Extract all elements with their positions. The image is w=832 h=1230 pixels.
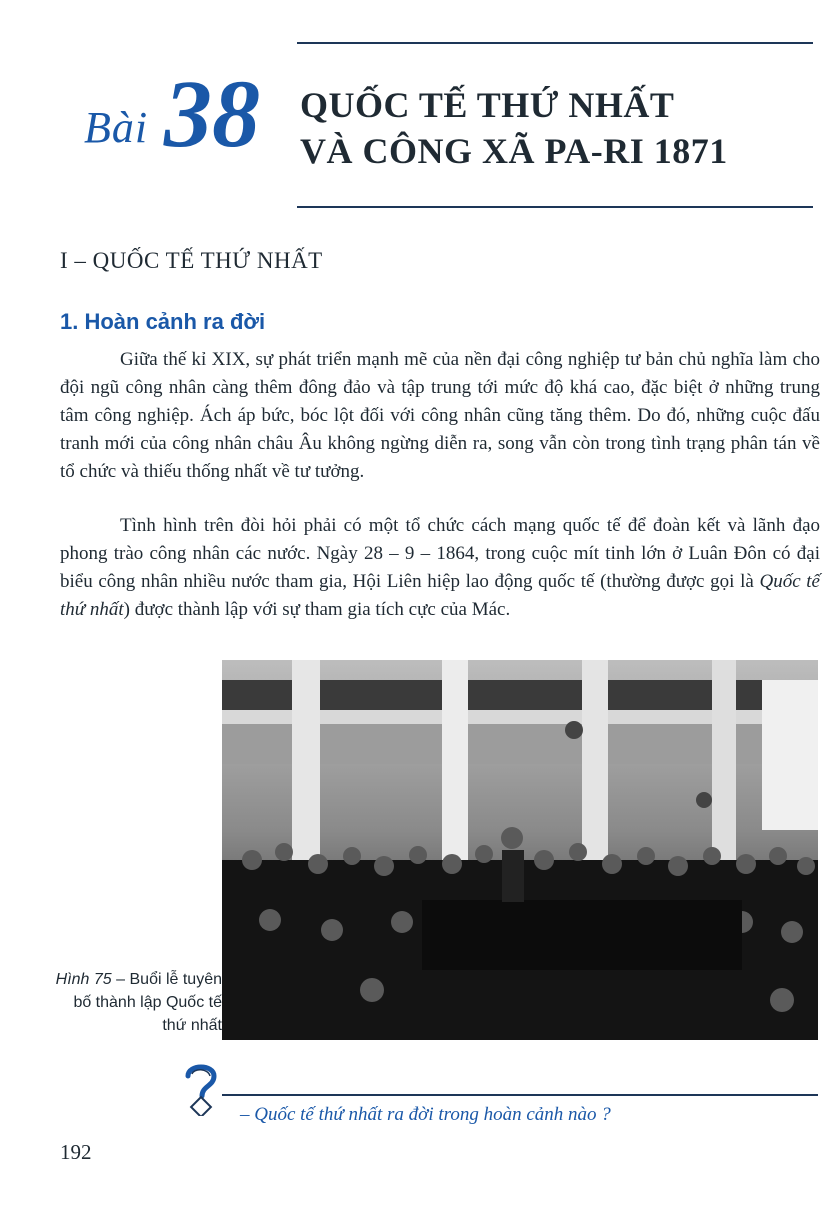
review-question: – Quốc tế thứ nhất ra đời trong hoàn cảnh nào ? — [240, 1104, 611, 1125]
paragraph-2-term: Quốc tế thứ nhất — [60, 571, 820, 620]
question-rule — [222, 1094, 818, 1096]
historical-photo — [222, 660, 818, 1040]
body-paragraph-2 — [60, 512, 820, 624]
header-rule-bottom — [297, 206, 813, 208]
body-paragraph-1: Giữa thế kỉ XIX, sự phát triển mạnh mẽ của nền đại công nghiệp tư bản chủ nghĩa làm cho đội ngũ công nhân càng thêm đông đảo và tập trung tới mức độ khá cao, đặc biệt ở những trung tâm công nghiệp. Ách áp bức, bóc lột đối với công nhân cũng tăng thêm. Do đó, những cuộc đấu tranh mới của công nhân châu Âu không ngừng diễn ra, song vẫn còn trong tình trạng phân tán về tổ chức và thiếu thống nhất về tư tưởng. — [60, 349, 820, 482]
subsection-heading: 1. Hoàn cảnh ra đời — [60, 309, 266, 334]
lesson-number: 38 — [164, 60, 260, 167]
figure-caption-text: – Buổi lễ tuyên bố thành lập Quốc tế thứ nhất — [73, 971, 222, 1034]
question-mark-icon — [178, 1060, 224, 1116]
lesson-title-line-2: VÀ CÔNG XÃ PA-RI 1871 — [300, 131, 728, 171]
photo-illustration — [222, 660, 818, 1040]
lesson-word: Bài — [84, 103, 149, 152]
figure-caption — [50, 968, 222, 1037]
section-heading: I – QUỐC TẾ THỨ NHẤT — [60, 248, 323, 273]
paragraph-2-text-start: Tình hình trên đòi hỏi phải có một tổ chức cách mạng quốc tế để đoàn kết và lãnh đạo phong trào công nhân các nước. Ngày 28 – 9 – 1864, trong cuộc mít tinh lớn ở Luân Đôn có đại biểu công nhân nhiều nước tham gia, Hội Liên hiệp lao động quốc tế (thường được gọi là — [60, 515, 820, 592]
paragraph-2-text-end: ) được thành lập với sự tham gia tích cực của Mác. — [123, 599, 511, 620]
page-number: 192 — [60, 1140, 92, 1164]
lesson-title-line-1: QUỐC TẾ THỨ NHẤT — [300, 85, 675, 125]
header-rule-top — [297, 42, 813, 44]
figure-label: Hình 75 — [55, 971, 112, 988]
